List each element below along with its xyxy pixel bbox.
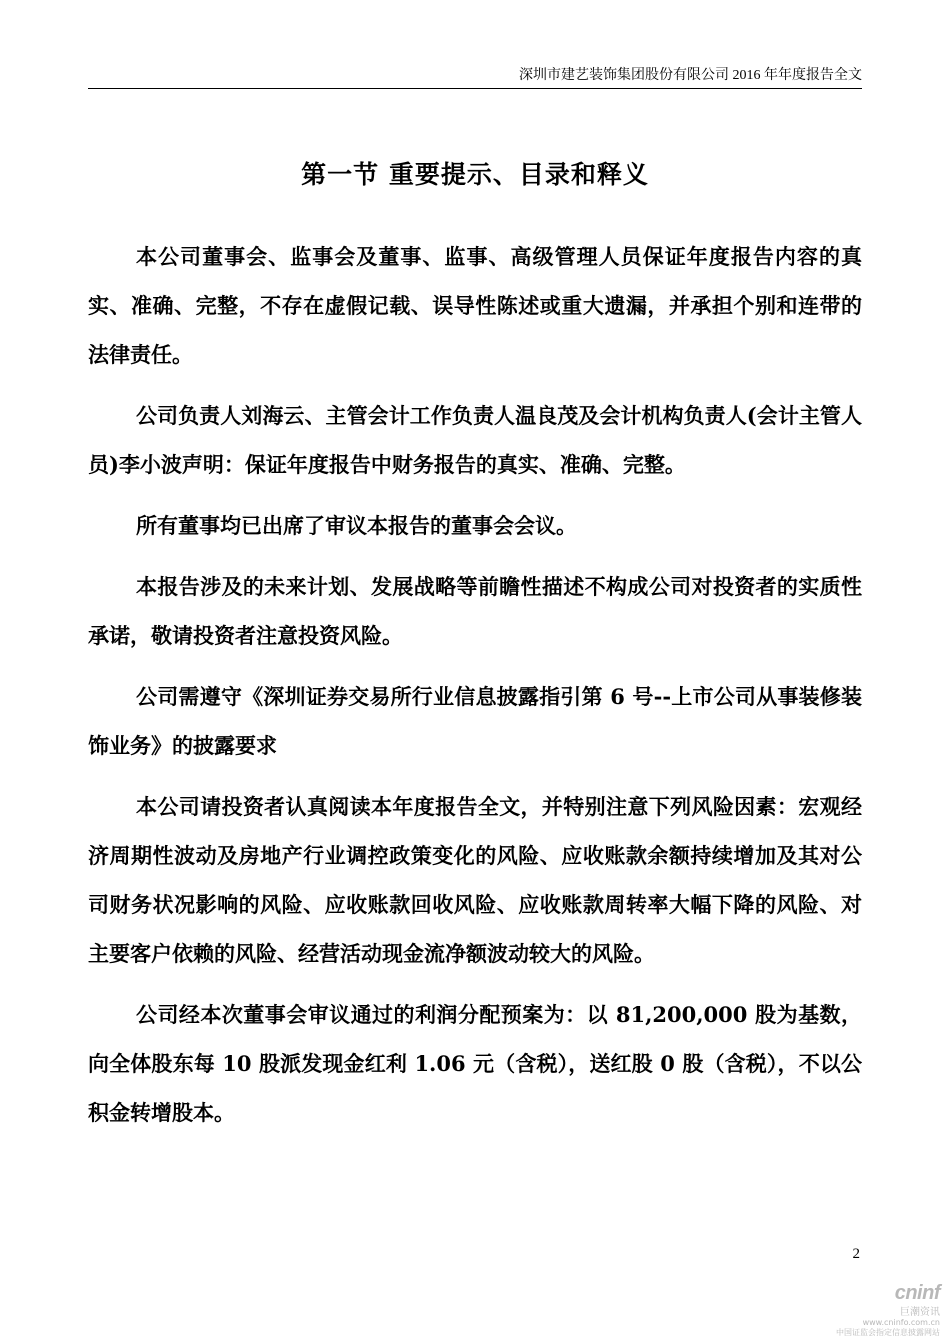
page-header <box>88 62 862 89</box>
document-body <box>88 232 862 1149</box>
cninfo-name: 巨潮资讯 <box>900 1307 940 1318</box>
paragraph-statement: 本公司董事会、监事会及董事、监事、高级管理人员保证年度报告内容的真实、准确、完整，不存在虚假记载、误导性陈述或重大遗漏，并承担个别和连带的法律责任。 <box>88 244 862 367</box>
header-title: 深圳市建艺装饰集团股份有限公司 2016 年年度报告全文 <box>519 68 862 83</box>
section-title: 第一节 重要提示、目录和释义 <box>301 160 649 189</box>
page-number: 2 <box>852 1246 860 1262</box>
paragraph-disclosure-guideline: 公司需遵守《深圳证券交易所行业信息披露指引第 6 号--上市公司从事装修装饰业务》的披露要求 <box>88 684 862 758</box>
cninfo-url: www.cninfo.com.cn <box>862 1318 940 1327</box>
cninfo-logo: cninf <box>894 1282 940 1304</box>
paragraph-profit-distribution: 公司经本次董事会审议通过的利润分配预案为：以 81,200,000 股为基数，向全体股东每 10 股派发现金红利 1.06 元（含税），送红股 0 股（含税），不以公积金转增股本。 <box>88 1002 862 1125</box>
paragraph-forward-looking: 本报告涉及的未来计划、发展战略等前瞻性描述不构成公司对投资者的实质性承诺，敬请投资者注意投资风险。 <box>88 574 862 648</box>
paragraph-responsible-persons: 公司负责人刘海云、主管会计工作负责人温良茂及会计机构负责人(会计主管人员)李小波声明：保证年度报告中财务报告的真实、准确、完整。 <box>88 403 862 477</box>
paragraph-risk-factors: 本公司请投资者认真阅读本年度报告全文，并特别注意下列风险因素：宏观经济周期性波动及房地产行业调控政策变化的风险、应收账款余额持续增加及其对公司财务状况影响的风险、应收账款回收风险、应收账款周转率大幅下降的风险、对主要客户依赖的风险、经营活动现金流净额波动较大的风险。 <box>88 794 862 966</box>
cninfo-watermark <box>830 1282 940 1338</box>
cninfo-slogan: 中国证监会指定信息披露网站 <box>836 1328 940 1337</box>
paragraph-directors-attendance: 所有董事均已出席了审议本报告的董事会会议。 <box>136 513 577 538</box>
